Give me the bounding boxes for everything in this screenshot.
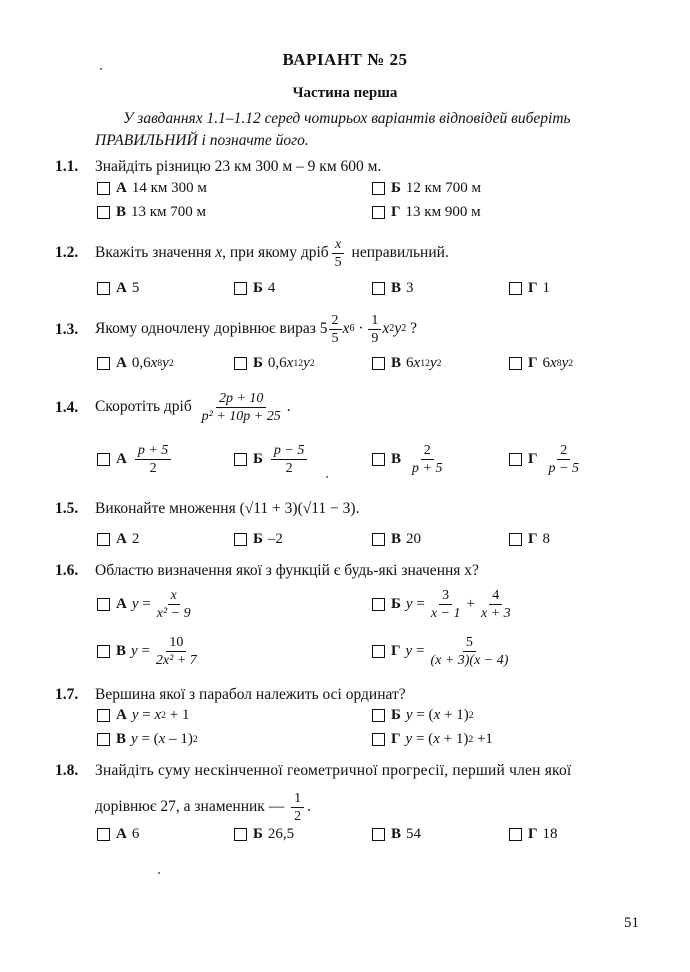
q6-option-a[interactable]: А y = $\frac{x}{\text{x² − 9}}$ [97, 583, 197, 625]
checkbox-icon[interactable] [509, 282, 522, 295]
q8-option-a[interactable]: А 6 [97, 826, 139, 843]
checkbox-icon[interactable] [509, 828, 522, 841]
q7-number: 1.7. [55, 686, 79, 703]
q3-number: 1.3. [55, 321, 79, 338]
q8-option-b[interactable]: Б 26,5 [234, 826, 294, 843]
q1-option-d[interactable]: Г 13 км 900 м [372, 204, 481, 221]
q2-option-c[interactable]: В 3 [372, 280, 414, 297]
checkbox-icon[interactable] [97, 645, 110, 658]
q3-option-c[interactable]: В 6 x 12 y 2 [372, 355, 441, 372]
q4-text: Скоротіть дріб $\frac{2p + 10}{\text{p² + 10p + 25}}$ . [95, 390, 291, 424]
checkbox-icon[interactable] [509, 357, 522, 370]
checkbox-icon[interactable] [372, 709, 385, 722]
q5-option-c[interactable]: В 20 [372, 531, 421, 548]
checkbox-icon[interactable] [372, 645, 385, 658]
q7-option-a[interactable]: А y = x 2 + 1 [97, 707, 190, 724]
q2-number: 1.2. [55, 244, 79, 261]
checkbox-icon[interactable] [97, 357, 110, 370]
q2-option-a[interactable]: А 5 [97, 280, 139, 297]
q6-option-b[interactable]: Б y = $\frac{3}{x - 1}$ + $\frac{4}{x + 3}$ [372, 583, 517, 625]
q4-option-a[interactable]: А $\frac{p + 5}{2}$ [97, 438, 174, 480]
q1-option-a[interactable]: А 14 км 300 м [97, 180, 207, 197]
checkbox-icon[interactable] [234, 828, 247, 841]
q6-number: 1.6. [55, 562, 79, 579]
q7-option-c[interactable]: В y = ( x – 1) 2 [97, 731, 198, 748]
q4-number: 1.4. [55, 399, 79, 416]
q8-text-line2: дорівнює 27, а знаменник — $\frac{1}{2}$ . [95, 790, 311, 824]
q5-option-a[interactable]: А 2 [97, 531, 139, 548]
checkbox-icon[interactable] [372, 533, 385, 546]
checkbox-icon[interactable] [509, 533, 522, 546]
q5-text: Виконайте множення (√11 + 3)(√11 − 3). [95, 500, 360, 517]
q3-option-d[interactable]: Г 6 x 8 y 2 [509, 355, 573, 372]
checkbox-icon[interactable] [372, 282, 385, 295]
q5-number: 1.5. [55, 500, 79, 517]
q1-number: 1.1. [55, 158, 79, 175]
instructions: У завданнях 1.1–1.12 серед чотирьох варіантів відповідей виберіть ПРАВИЛЬНИЙ і позначте його. [95, 110, 571, 149]
q5-option-b[interactable]: Б –2 [234, 531, 283, 548]
q3-option-a[interactable]: А 0,6 x 8 y 2 [97, 355, 174, 372]
variant-title: ВАРІАНТ № 25 [282, 50, 408, 69]
checkbox-icon[interactable] [234, 453, 247, 466]
q7-option-b[interactable]: Б y = ( x + 1) 2 [372, 707, 474, 724]
checkbox-icon[interactable] [97, 828, 110, 841]
q8-option-c[interactable]: В 54 [372, 826, 421, 843]
q7-option-d[interactable]: Г y = ( x + 1) 2 +1 [372, 731, 493, 748]
q5-option-d[interactable]: Г 8 [509, 531, 550, 548]
checkbox-icon[interactable] [97, 453, 110, 466]
checkbox-icon[interactable] [509, 453, 522, 466]
checkbox-icon[interactable] [234, 282, 247, 295]
q2-option-b[interactable]: Б 4 [234, 280, 275, 297]
page-number: 51 [624, 915, 639, 931]
q1-text: Знайдіть різницю 23 км 300 м – 9 км 600 м. [95, 158, 382, 175]
q7-text: Вершина якої з парабол належить осі ординат? [95, 686, 406, 703]
checkbox-icon[interactable] [97, 206, 110, 219]
checkbox-icon[interactable] [372, 733, 385, 746]
checkbox-icon[interactable] [372, 828, 385, 841]
checkbox-icon[interactable] [97, 733, 110, 746]
checkbox-icon[interactable] [372, 182, 385, 195]
q2-text: Вкажіть значення x , при якому дріб $\frac{x}{5}$ неправильний. [95, 236, 449, 270]
checkbox-icon[interactable] [372, 206, 385, 219]
q8-number: 1.8. [55, 762, 79, 779]
checkbox-icon[interactable] [97, 598, 110, 611]
q2-option-d[interactable]: Г 1 [509, 280, 550, 297]
checkbox-icon[interactable] [97, 282, 110, 295]
q8-text-line1: Знайдіть суму нескінченної геометричної прогресії, перший член якої [95, 762, 572, 779]
q1-option-c[interactable]: В 13 км 700 м [97, 204, 206, 221]
checkbox-icon[interactable] [234, 533, 247, 546]
q4-option-c[interactable]: В $\frac{2}{p + 5}$ [372, 438, 448, 480]
q4-option-d[interactable]: Г $\frac{2}{p - 5}$ [509, 438, 585, 480]
q6-option-d[interactable]: Г y = $\frac{5}{(x + 3)(x - 4)}$ [372, 630, 514, 672]
q6-option-c[interactable]: В y = $\frac{10}{\text{2x² + 7}}$ [97, 630, 203, 672]
checkbox-icon[interactable] [97, 709, 110, 722]
q3-text: Якому одночлену дорівнює вираз 5 $\frac{2}{5}$ x 6 · $\frac{1}{9}$ x 2 y 2 ? [95, 312, 417, 346]
part-title: Частина перша [292, 85, 398, 101]
checkbox-icon[interactable] [372, 598, 385, 611]
q8-option-d[interactable]: Г 18 [509, 826, 558, 843]
checkbox-icon[interactable] [372, 357, 385, 370]
q4-option-b[interactable]: Б $\frac{p - 5}{2}$ [234, 438, 310, 480]
checkbox-icon[interactable] [97, 182, 110, 195]
q6-text: Областю визначення якої з функцій є будь-які значення x? [95, 562, 479, 579]
q1-option-b[interactable]: Б 12 км 700 м [372, 180, 481, 197]
checkbox-icon[interactable] [234, 357, 247, 370]
q3-option-b[interactable]: Б 0,6 x 12 y 2 [234, 355, 315, 372]
checkbox-icon[interactable] [372, 453, 385, 466]
checkbox-icon[interactable] [97, 533, 110, 546]
